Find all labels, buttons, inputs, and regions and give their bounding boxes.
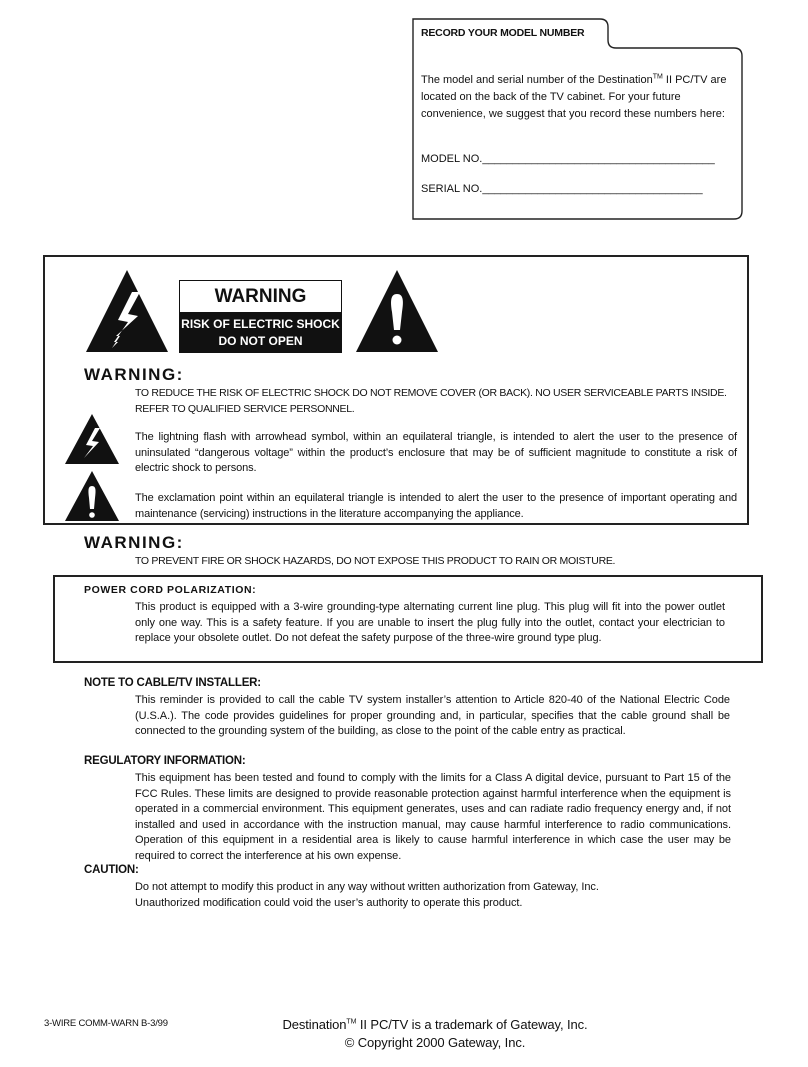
power-cord-heading: POWER CORD POLARIZATION:	[84, 584, 257, 596]
warning1-text: TO REDUCE THE RISK OF ELECTRIC SHOCK DO NOT REMOVE COVER (OR BACK). NO USER SERVICEABLE PARTS INSIDE. REFER TO QUALIFIED SERVICE PERSONNEL.	[135, 387, 727, 415]
serial-number-field: SERIAL NO.____________________________________	[421, 183, 703, 195]
trademark-pre: Destination	[282, 1017, 347, 1032]
copyright-line: © Copyright 2000 Gateway, Inc.	[344, 1035, 526, 1050]
warning-plate-line1: RISK OF ELECTRIC SHOCK	[181, 317, 340, 331]
caution-line2: Unauthorized modification could void the user’s authority to operate this product.	[135, 896, 523, 909]
lightning-warning-icon	[84, 268, 170, 354]
record-tm: TM	[652, 73, 663, 81]
exclamation-explanation: The exclamation point within an equilateral triangle is intended to alert the user to the presence of important operating and maintenance (servicing) instructions in the literature accompanying the appliance.	[135, 492, 737, 520]
document-code: 3-WIRE COMM-WARN B-3/99	[44, 1018, 168, 1029]
record-body-post: II PC/TV are located on the back of the TV cabinet. For your future convenience, we suggest that you record these numbers here:	[421, 74, 727, 120]
warning-plate-line2: DO NOT OPEN	[218, 334, 303, 348]
caution-text	[135, 880, 735, 911]
regulatory-text: This equipment has been tested and found to comply with the limits for a Class A digital device, pursuant to Part 15 of the FCC Rules. These limits are designed to provide reasonable protection against harmful interference when the equipment is operated in a commercial environment. This equipment generates, uses and can radiate radio frequency energy and, if not installed and used in accordance with the instruction manual, may cause harmful interference to radio communications. Operation of this equipment in a residential area is likely to cause harmful interference in which case the user may be required to correct the interference at his own expense.	[135, 772, 731, 862]
exclamation-small-icon	[64, 470, 120, 522]
record-body	[421, 72, 739, 123]
caution-heading: CAUTION:	[84, 864, 139, 876]
regulatory-heading: REGULATORY INFORMATION:	[84, 755, 246, 767]
trademark-sup: TM	[346, 1018, 357, 1026]
cable-installer-heading: NOTE TO CABLE/TV INSTALLER:	[84, 677, 261, 689]
model-number-field: MODEL NO.______________________________________	[421, 153, 715, 165]
warning-plate-notice	[179, 312, 342, 353]
warning-plate-title: WARNING	[214, 286, 307, 307]
cable-installer-text: This reminder is provided to call the cable TV system installer’s attention to Article 820-40 of the National Electric Code (U.S.A.). The code provides guidelines for proper grounding and, in particular, specifies that the cable ground shall be connected to the grounding system of the building, as close to the point of the cable entry as practical.	[135, 694, 730, 738]
lightning-explanation: The lightning flash with arrowhead symbol, within an equilateral triangle, is intended to alert the user to the presence of uninsulated “dangerous voltage” within the product’s enclosure that may be of sufficient magnitude to constitute a risk of electric shock to persons.	[135, 431, 737, 474]
lightning-small-icon	[64, 413, 120, 465]
trademark-notice	[270, 1016, 600, 1052]
power-cord-text: This product is equipped with a 3-wire grounding-type alternating current line plug. This plug will fit into the power outlet only one way. This is a safety feature. If you are unable to insert the plug fully into the outlet, contact your electrician to replace your obsolete outlet. Do not defeat the safety purpose of the three-wire ground type plug.	[135, 601, 725, 645]
record-title: RECORD YOUR MODEL NUMBER	[421, 27, 585, 39]
record-body-pre: The model and serial number of the Destination	[421, 74, 653, 86]
exclamation-warning-icon	[354, 268, 440, 354]
warning2-heading: WARNING:	[84, 533, 184, 552]
trademark-post: II PC/TV is a trademark of Gateway, Inc.	[356, 1017, 588, 1032]
caution-line1: Do not attempt to modify this product in any way without written authorization from Gateway, Inc.	[135, 881, 599, 893]
warning1-heading: WARNING:	[84, 365, 184, 384]
trademark-line	[270, 1016, 600, 1034]
warning2-text: TO PREVENT FIRE OR SHOCK HAZARDS, DO NOT EXPOSE THIS PRODUCT TO RAIN OR MOISTURE.	[135, 555, 616, 567]
